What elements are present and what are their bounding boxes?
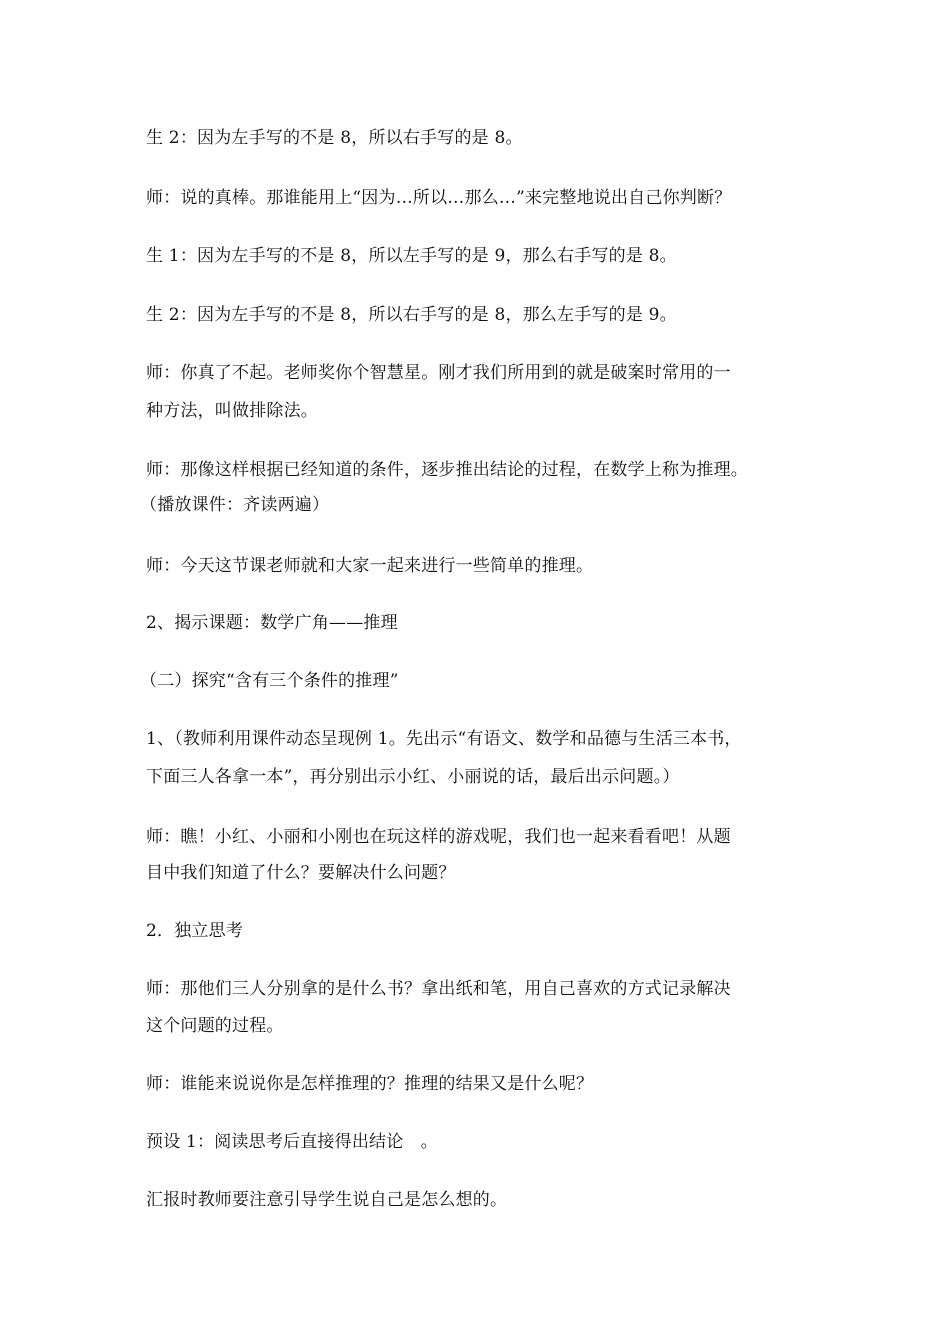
text-line: 师：那他们三人分别拿的是什么书？拿出纸和笔，用自己喜欢的方式记录解决 bbox=[146, 979, 731, 999]
text-line: 生 2：因为左手写的不是 8，所以右手写的是 8，那么左手写的是 9。 bbox=[146, 305, 677, 325]
text-line: 这个问题的过程。 bbox=[146, 1016, 284, 1036]
section-heading: 2．独立思考 bbox=[146, 921, 244, 941]
text-line: 师：瞧！小红、小丽和小刚也在玩这样的游戏呢，我们也一起来看看吧！从题 bbox=[146, 827, 731, 847]
text-line: 生 1：因为左手写的不是 8，所以左手写的是 9，那么右手写的是 8。 bbox=[146, 246, 677, 266]
text-line: 师：你真了不起。老师奖你个智慧星。刚才我们所用到的就是破案时常用的一 bbox=[146, 363, 731, 383]
text-line: （播放课件：齐读两遍） bbox=[140, 495, 330, 515]
text-line: 师：那像这样根据已经知道的条件，逐步推出结论的过程，在数学上称为推理。 bbox=[146, 460, 748, 480]
text-line: 种方法，叫做排除法。 bbox=[146, 401, 318, 421]
text-line: 师：谁能来说说你是怎样推理的？推理的结果又是什么呢？ bbox=[146, 1074, 594, 1094]
text-line: 预设 1：阅读思考后直接得出结论 。 bbox=[146, 1132, 438, 1152]
text-line: 下面三人各拿一本”，再分别出示小红、小丽说的话，最后出示问题。） bbox=[146, 767, 680, 787]
text-line: 汇报时教师要注意引导学生说自己是怎么想的。 bbox=[146, 1190, 508, 1210]
text-line: 生 2：因为左手写的不是 8，所以右手写的是 8。 bbox=[146, 128, 523, 148]
text-line: 1、（教师利用课件动态呈现例 1。先出示“有语文、数学和品德与生活三本书， bbox=[146, 729, 742, 749]
text-line: 师：今天这节课老师就和大家一起来进行一些简单的推理。 bbox=[146, 556, 594, 576]
text-line: 师：说的真棒。那谁能用上“因为…所以…那么…”来完整地说出自己你判断？ bbox=[146, 188, 732, 208]
section-heading: （二）探究“含有三个条件的推理” bbox=[140, 671, 399, 691]
text-line: 目中我们知道了什么？要解决什么问题？ bbox=[146, 863, 456, 883]
section-heading: 2、揭示课题：数学广角——推理 bbox=[146, 613, 398, 633]
